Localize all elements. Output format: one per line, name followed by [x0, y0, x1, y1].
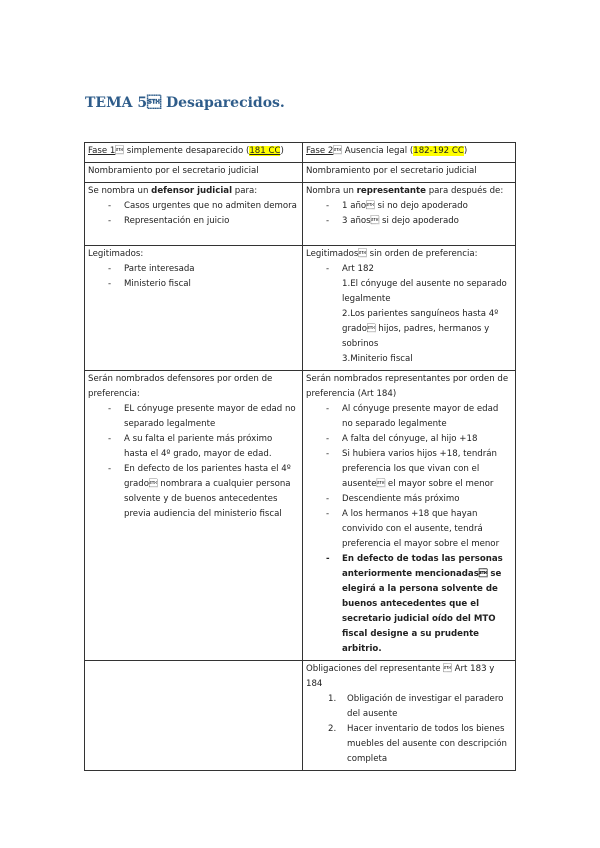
fase1-separator: : [115, 146, 124, 156]
representante-text: representante: [356, 186, 426, 196]
list-item-bold: - En defecto de todas las personas anteriormente mencionadas se elegirá a la persona solvente de buenos antecedentes que el secretario judicial oído del MTO fiscal designe a su prudente arbitrio.: [306, 552, 511, 657]
header-left-cell: [85, 143, 303, 163]
list-item: - EL cónyuge presente mayor de edad no separado legalmente: [88, 402, 298, 432]
obligaciones-right-label: Obligaciones del representante  Art 183 y 184: [306, 664, 495, 689]
table-row: [85, 246, 516, 371]
comparison-table: [84, 142, 516, 771]
fase1-ref: 181 CC: [249, 146, 281, 156]
obligaciones-right-cell: [303, 661, 516, 771]
legitimados-left-label: Legitimados:: [88, 249, 144, 259]
legitimados-left-cell: [85, 246, 303, 371]
nombramiento-left: Nombramiento por el secretario judicial: [85, 163, 303, 183]
list-item: - Representación en juicio: [88, 214, 298, 229]
legitimados-line-3: 3.Miniterio fiscal: [342, 354, 413, 364]
nombra-right-list: [306, 199, 511, 229]
table-row-header: [85, 143, 516, 163]
list-item: 2. Hacer inventario de todos los bienes muebles del ausente con descripción completa: [328, 724, 507, 764]
fase2-close: ): [463, 146, 468, 156]
legitimados-right-label: Legitimados sin orden de preferencia:: [306, 249, 478, 259]
fase2-separator: : [333, 146, 342, 156]
list-item: - Ministerio fiscal: [88, 277, 298, 292]
list-item: - 3 años si dejo apoderado: [306, 214, 511, 229]
fase2-text: Ausencia legal (: [341, 146, 414, 156]
orden-left-label: Serán nombrados defensores por orden de preferencia:: [88, 374, 273, 399]
fase1-label: Fase 1: [88, 146, 116, 156]
nombra-right-cell: [303, 183, 516, 246]
header-right-cell: [303, 143, 516, 163]
fase1-text: simplemente desaparecido (: [123, 146, 250, 156]
legitimados-line-2: 2.Los parientes sanguíneos hasta 4º grado hijos, padres, hermanos y sobrinos: [342, 309, 499, 349]
legitimados-line-1: 1.El cónyuge del ausente no separado legalmente: [342, 279, 507, 304]
nombra-left-list: [88, 199, 298, 229]
nombramiento-right: Nombramiento por el secretario judicial: [303, 163, 516, 183]
table-row: [85, 183, 516, 246]
fase1-close: ): [280, 146, 284, 156]
fase2-ref: 182-192 CC: [413, 146, 464, 156]
orden-right-cell: [303, 371, 516, 661]
list-item: - A falta del cónyuge, al hijo +18: [306, 432, 511, 447]
page-title: TEMA 5 Desaparecidos.: [85, 95, 285, 111]
legitimados-right-list: [306, 262, 511, 277]
list-item: - En defecto de los parientes hasta el 4º grado nombrara a cualquier persona solvente y de buenos antecedentes previa audiencia del ministerio fiscal: [88, 462, 298, 522]
table-row: [85, 371, 516, 661]
list-item: 1. Obligación de investigar el paradero del ausente: [328, 694, 504, 719]
legitimados-right-cell: [303, 246, 516, 371]
legitimados-left-list: [88, 262, 298, 292]
nombra-left-heading: Se nombra un defensor judicial para:: [88, 186, 258, 196]
list-item: - Si hubiera varios hijos +18, tendrán preferencia los que vivan con el ausente el mayor sobre el menor: [306, 447, 511, 492]
list-item: - Descendiente más próximo: [306, 492, 511, 507]
table-row: [85, 163, 516, 183]
list-item: - 1 año si no dejo apoderado: [306, 199, 511, 214]
orden-left-list: [88, 402, 298, 522]
list-item: - A los hermanos +18 que hayan convivido con el ausente, tendrá preferencia el mayor sobre el menor: [306, 507, 511, 552]
orden-left-cell: [85, 371, 303, 661]
fase2-label: Fase 2: [306, 146, 334, 156]
list-item: - Casos urgentes que no admiten demora: [88, 199, 298, 214]
list-item: - Al cónyuge presente mayor de edad no separado legalmente: [306, 402, 511, 432]
table-row: [85, 661, 516, 771]
orden-right-list: [306, 402, 511, 657]
nombra-right-heading: Nombra un representante para después de:: [306, 186, 504, 196]
list-item: - A su falta el pariente más próximo hasta el 4º grado, mayor de edad.: [88, 432, 298, 462]
list-item: - Parte interesada: [88, 262, 298, 277]
obligaciones-left-cell: [85, 661, 303, 771]
defensor-judicial-text: defensor judicial: [151, 186, 233, 196]
nombra-left-cell: [85, 183, 303, 246]
orden-right-label: Serán nombrados representantes por orden de preferencia (Art 184): [306, 374, 509, 399]
list-item: - Art 182: [306, 262, 511, 277]
obligaciones-list: [306, 692, 511, 767]
